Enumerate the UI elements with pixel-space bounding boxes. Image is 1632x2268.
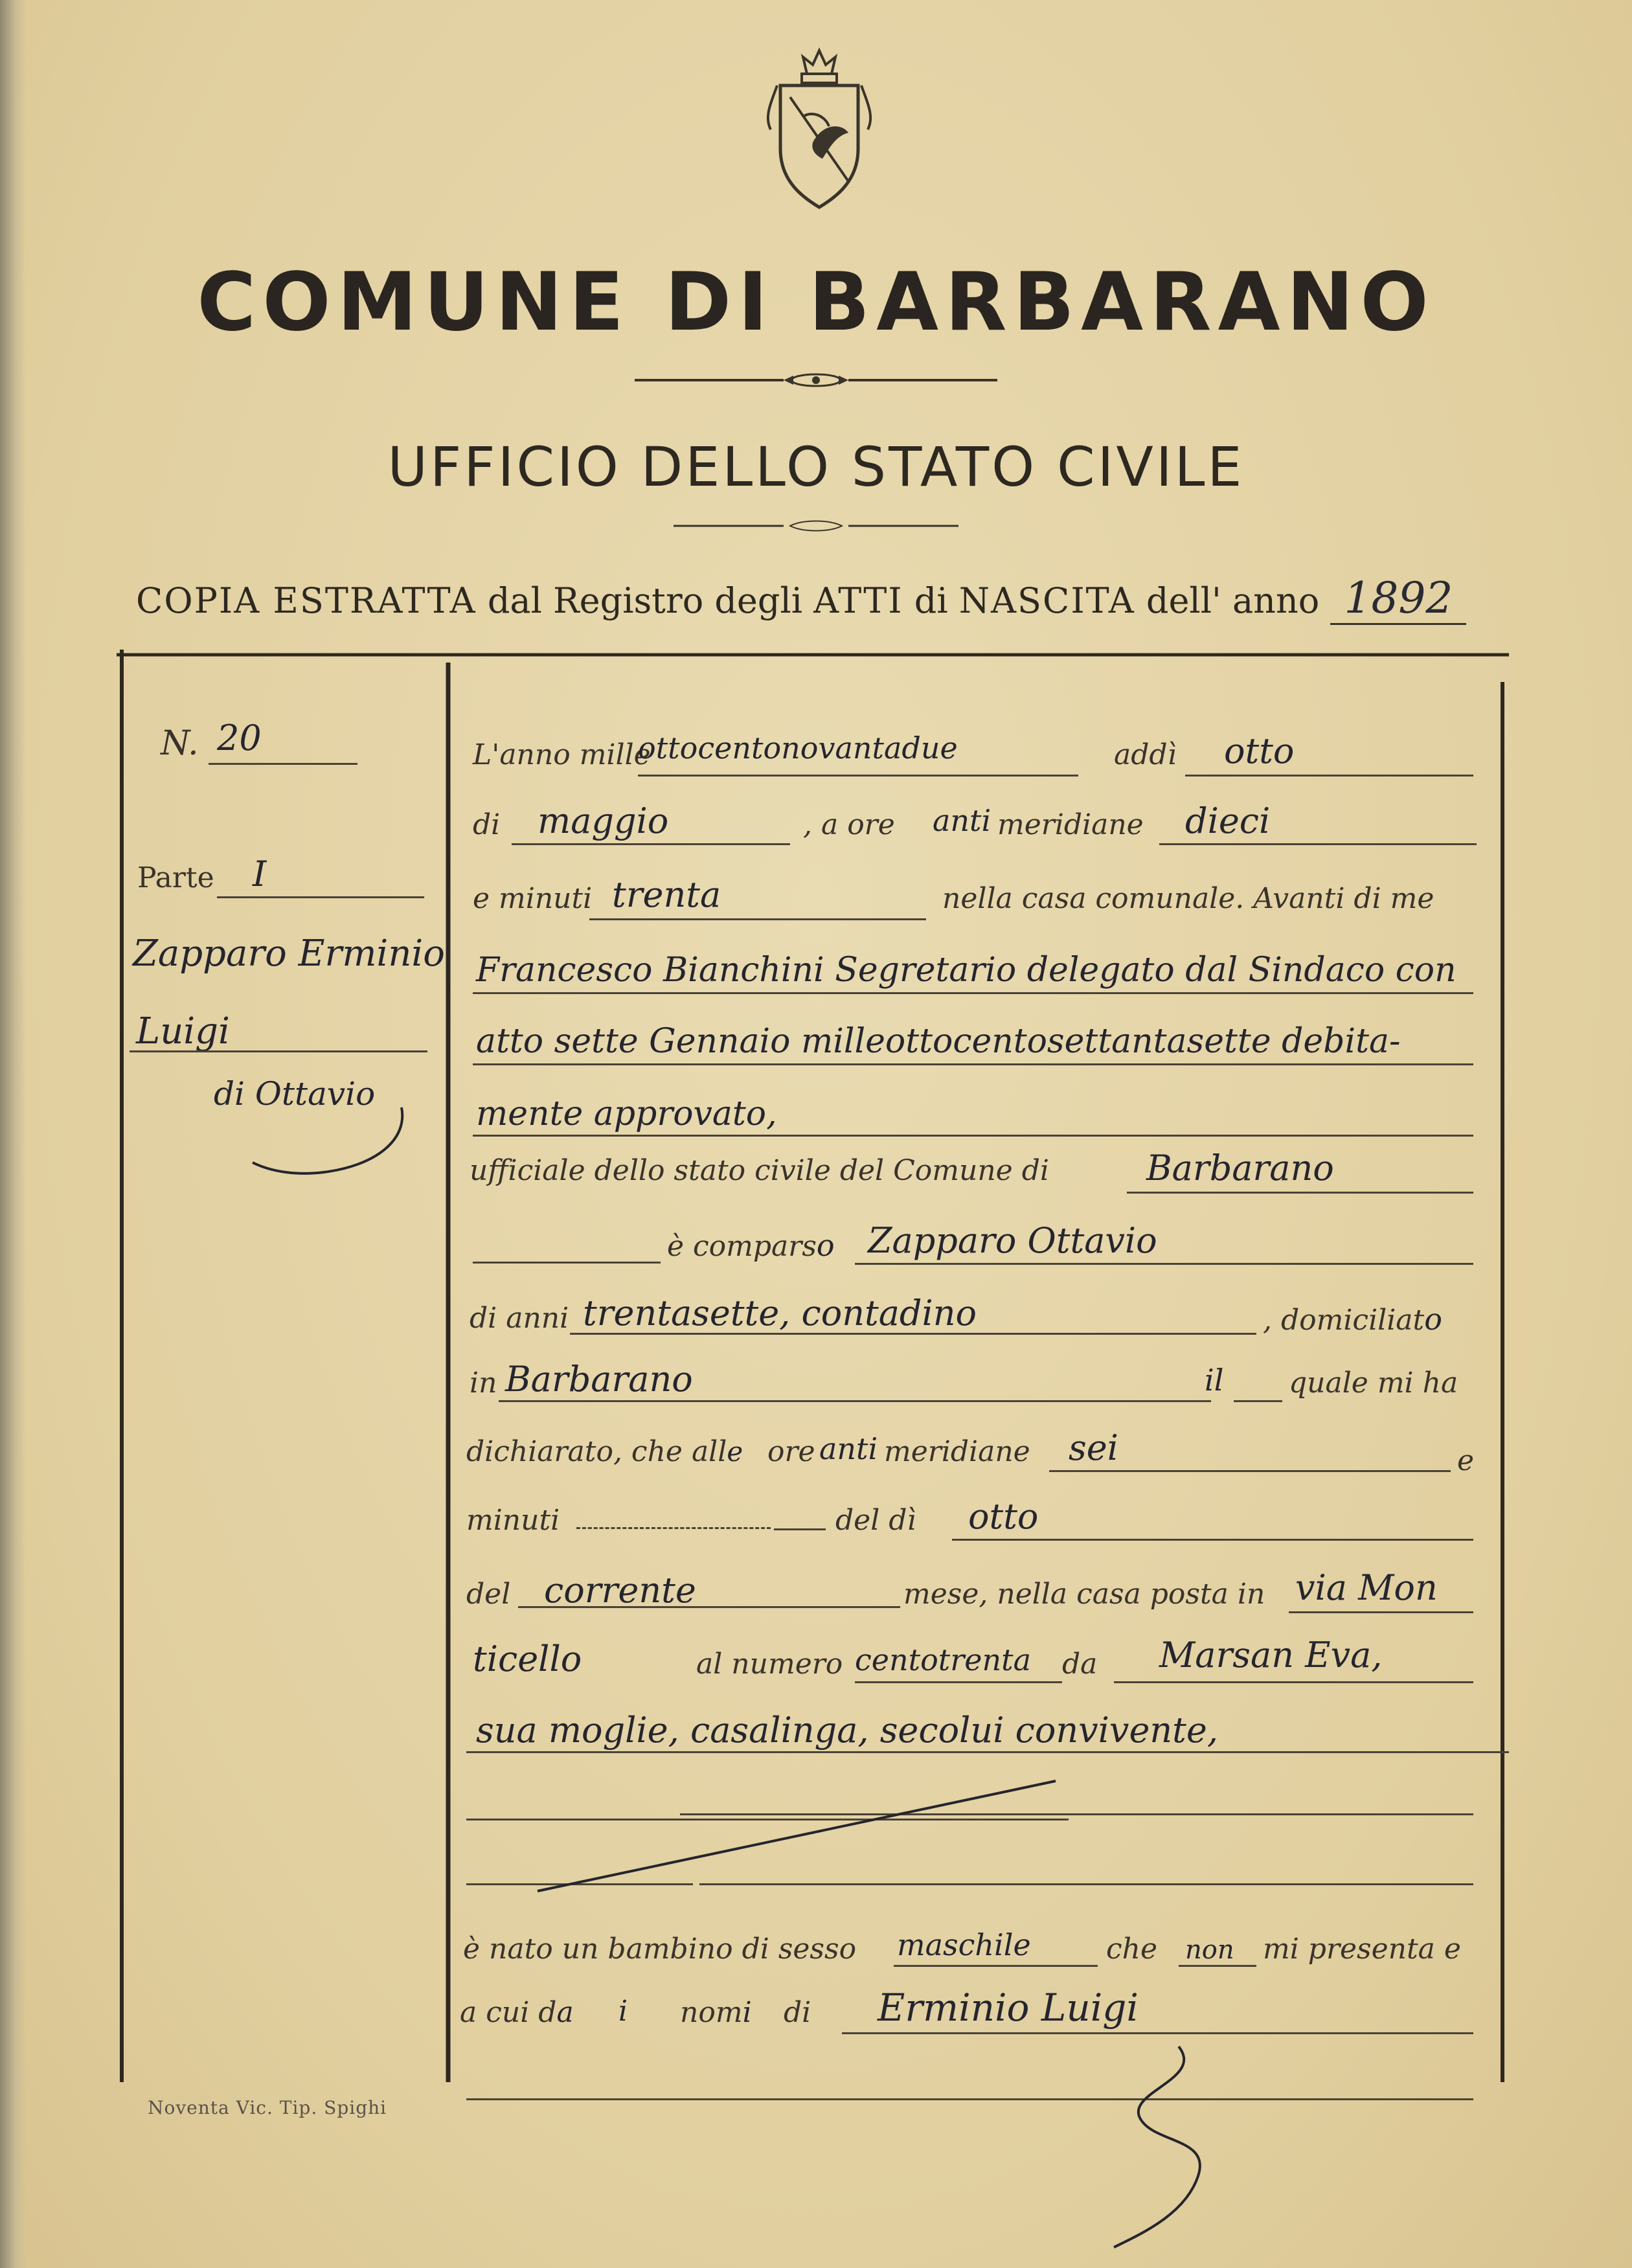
- body-line2-ore: , a ore: [803, 808, 895, 841]
- body-line12-day: otto: [968, 1496, 1039, 1537]
- body-line15-underline: [466, 1751, 1509, 1753]
- body-line9-underline: [570, 1333, 1256, 1335]
- coat-of-arms-icon: [751, 45, 887, 214]
- margin-parte-value: I: [253, 854, 267, 894]
- body-line9-anni: di anni: [470, 1302, 569, 1335]
- body-line9-domiciliato-suffix: o: [1424, 1302, 1442, 1337]
- body-line19-da-suffix: a: [556, 1996, 574, 2029]
- body-line11-underline: [1049, 1470, 1451, 1472]
- body-line20-underline: [466, 2098, 1473, 2100]
- body-line18-underline1: [894, 1965, 1098, 1967]
- body-line15-mother-desc: sua moglie, casalinga, secolui convivente,: [476, 1710, 1218, 1751]
- body-line1-anno: L'anno mille: [473, 738, 651, 771]
- margin-parte-underline: [217, 896, 424, 898]
- body-line8-lead-underline: [473, 1262, 661, 1264]
- body-line8-comparso-text: è compars: [667, 1230, 817, 1263]
- copia-anno-label: dell' anno: [1146, 580, 1320, 621]
- copia-dal-label: dal Registro degli: [487, 580, 802, 621]
- body-line1-day: otto: [1224, 731, 1295, 771]
- margin-name-line2: Luigi: [136, 1010, 230, 1052]
- body-line19-nomi-suffix: i: [742, 1996, 752, 2029]
- body-line9-domiciliato: [1263, 1302, 1442, 1337]
- body-line2-underline1: [512, 843, 790, 845]
- body-line11-meridiane: meridiane: [884, 1435, 1030, 1468]
- body-line2-month: maggio: [538, 800, 669, 841]
- register-heading: [136, 573, 1515, 625]
- body-line8-comparso-suffix: o: [816, 1228, 835, 1263]
- printer-imprint: Noventa Vic. Tip. Spighi: [148, 2097, 387, 2118]
- body-line10-in: in: [470, 1366, 497, 1400]
- body-line19-acui: [460, 1996, 574, 2029]
- body-line12-deldi: del dì: [835, 1504, 916, 1537]
- copia-estratta-label: COPIA ESTRATTA: [136, 580, 477, 621]
- body-line10-town: Barbarano: [505, 1359, 693, 1400]
- body-line14-mother: Marsan Eva,: [1159, 1635, 1383, 1675]
- body-line4-officer: Francesco Bianchini Segretario delegato dal Sindaco con: [476, 951, 1456, 990]
- body-line6-underline: [473, 1135, 1473, 1137]
- body-line19-acui-text: a cui d: [460, 1996, 557, 2029]
- copia-atti-label: ATTI: [813, 580, 903, 621]
- body-line12-underline1: [774, 1528, 826, 1530]
- body-line12-dash: [576, 1527, 771, 1529]
- margin-n-underline: [209, 763, 357, 765]
- body-line14-da: da: [1062, 1648, 1098, 1681]
- body-line2-underline2: [1159, 843, 1477, 845]
- body-line8-declarant: Zapparo Ottavio: [868, 1220, 1157, 1261]
- body-line19-child-name: Erminio Luigi: [878, 1986, 1139, 2030]
- body-line3-underline: [589, 918, 926, 920]
- body-line7-underline: [1127, 1192, 1473, 1194]
- body-line11-alle-suffix: e: [727, 1436, 743, 1468]
- body-line12-minuti: minuti: [466, 1504, 560, 1537]
- body-line18-che: che: [1106, 1933, 1158, 1966]
- body-line19-nomi-text: nom: [680, 1996, 743, 2029]
- body-line4-underline: [473, 992, 1473, 994]
- body-line11-ore: ore: [767, 1435, 815, 1468]
- margin-name-line1: Zapparo Erminio: [133, 933, 446, 975]
- body-line10-quale: quale mi ha: [1289, 1366, 1458, 1400]
- body-line14-street-cont: ticello: [473, 1639, 582, 1679]
- body-line7-ufficiale: ufficiale dello stato civile del Comune di: [470, 1154, 1049, 1187]
- body-line18-sex: maschile: [897, 1927, 1031, 1962]
- body-line13-street: via Mon: [1295, 1567, 1438, 1608]
- body-line19-underline: [842, 2032, 1473, 2034]
- body-line1-underline1: [638, 775, 1078, 777]
- body-line11-dichiarato: [466, 1435, 743, 1468]
- body-line19-nomi: [680, 1996, 752, 2029]
- body-line18-presenta: mi presenta e: [1263, 1933, 1461, 1966]
- body-line13-mese: mese, nella casa posta in: [903, 1578, 1265, 1611]
- body-line2-anti: anti: [933, 803, 992, 838]
- body-strike-line: [531, 1775, 1062, 1898]
- ornament-divider-small: [674, 518, 958, 534]
- body-line13-del: del: [466, 1578, 511, 1611]
- copia-di-label: di: [914, 580, 948, 621]
- body-line18-non: non: [1185, 1935, 1234, 1965]
- margin-name-underline: [130, 1050, 427, 1052]
- body-line2-hour: dieci: [1185, 800, 1271, 841]
- body-line11-anti: anti: [819, 1431, 878, 1466]
- body-line14-numero: al numero: [696, 1648, 843, 1681]
- body-line2-di: di: [473, 808, 501, 841]
- body-line18-nato: è nato un bambino di sesso: [463, 1933, 857, 1966]
- body-line9-age-job: trentasette, contadino: [583, 1293, 977, 1333]
- body-line14-underline3: [1114, 1681, 1473, 1683]
- municipality-title: COMUNE DI BARBARANO: [197, 256, 1435, 349]
- body-line6-approved: mente approvato,: [476, 1094, 777, 1133]
- margin-n-value: 20: [217, 718, 262, 758]
- body-line7-comune: Barbarano: [1146, 1148, 1334, 1188]
- body-line14-underline2: [855, 1681, 1062, 1683]
- body-line11-hour: sei: [1069, 1427, 1118, 1468]
- body-line12-underline2: [952, 1539, 1473, 1541]
- copia-nascita-label: NASCITA: [958, 580, 1135, 621]
- body-line1-addi: addì: [1114, 738, 1177, 771]
- body-line5-underline: [473, 1063, 1473, 1065]
- body-line8-underline: [855, 1263, 1473, 1265]
- body-line10-il: il: [1205, 1363, 1224, 1398]
- body-closing-flourish: [1101, 2040, 1269, 2254]
- margin-n-label: N.: [161, 724, 199, 763]
- body-line10-underline1: [499, 1400, 1211, 1402]
- body-line18-underline2: [1179, 1965, 1256, 1967]
- body-line1-year-words: ottocentonovantadue: [638, 731, 958, 765]
- body-line14-number: centotrenta: [855, 1642, 1032, 1677]
- body-line2-meridiane: meridiane: [997, 808, 1144, 841]
- body-line3-minuti: e minuti: [473, 882, 593, 915]
- body-line11-dichiarato-text: dichiarato, che all: [466, 1435, 727, 1468]
- body-line13-underline1: [518, 1606, 900, 1608]
- body-line8-comparso: [667, 1228, 835, 1263]
- margin-name-line3: di Ottavio: [214, 1075, 376, 1113]
- register-year: 1892: [1330, 573, 1466, 625]
- body-line3-minutes: trenta: [612, 874, 721, 915]
- office-subtitle: UFFICIO DELLO STATO CIVILE: [387, 435, 1245, 499]
- body-line1-underline2: [1185, 775, 1473, 777]
- body-line13-current: corrente: [544, 1570, 696, 1611]
- body-line19-di: di: [784, 1996, 811, 2029]
- margin-flourish: [246, 1101, 414, 1185]
- body-line13-underline2: [1289, 1611, 1473, 1613]
- body-line3-casa: nella casa comunale. Avanti di me: [942, 882, 1434, 915]
- body-line19-i: i: [618, 1995, 628, 2028]
- body-line9-domiciliato-text: , domiciliat: [1263, 1304, 1425, 1337]
- body-line5-decree: atto sette Gennaio milleottocentosettantasette debita-: [476, 1022, 1401, 1061]
- ornament-divider: [635, 370, 997, 390]
- body-line11-e: e: [1457, 1444, 1475, 1477]
- body-line10-underline2: [1234, 1400, 1282, 1402]
- margin-parte-label: Parte: [137, 861, 214, 894]
